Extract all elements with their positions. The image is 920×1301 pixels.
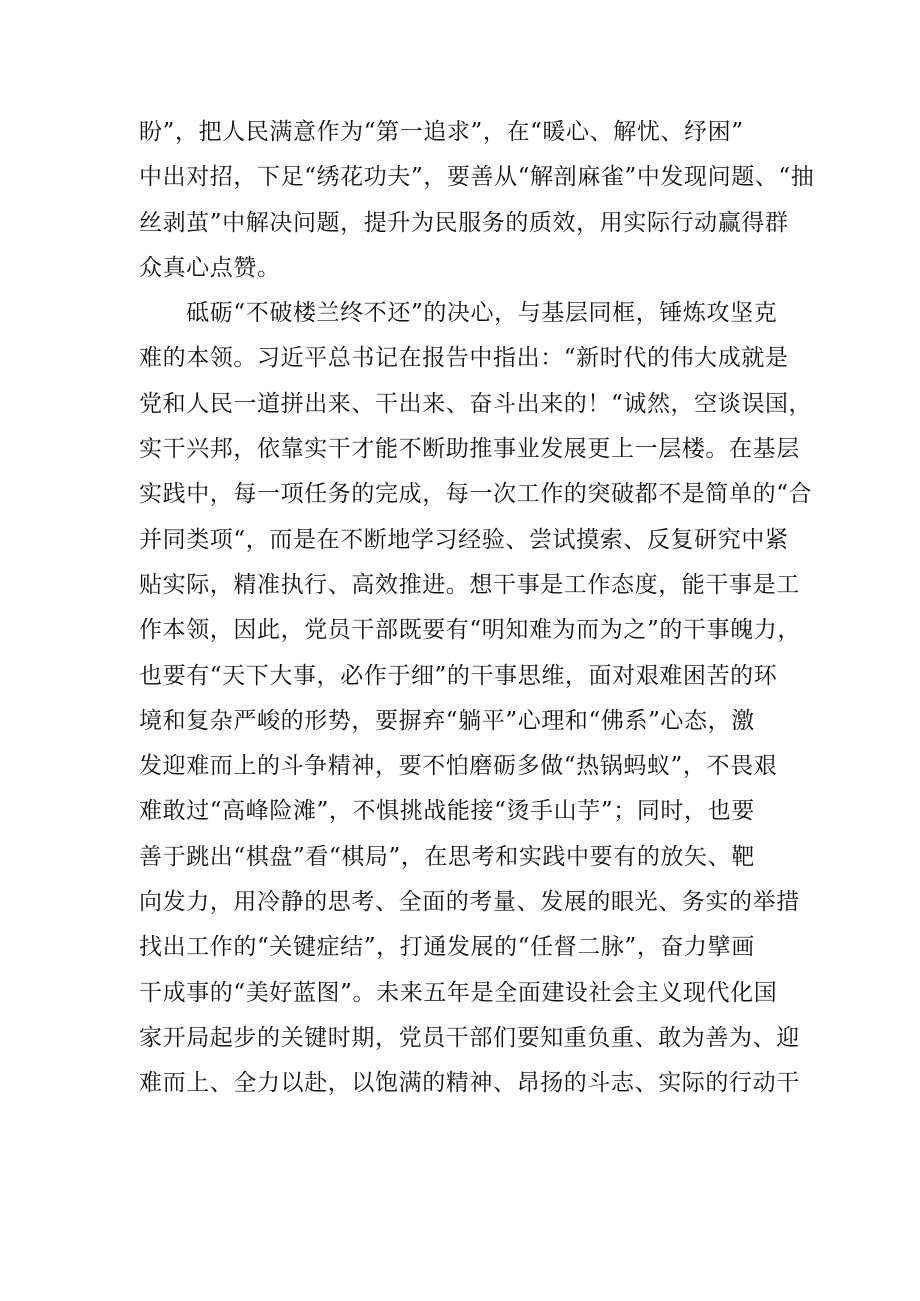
text-line: 也要有“天下大事，必作于细”的干事思维，面对艰难困苦的环: [139, 662, 778, 689]
text-line: 难的本领。习近平总书记在报告中指出：“新时代的伟大成就是: [139, 345, 789, 372]
text-line: 丝剥茧”中解决问题，提升为民服务的质效，用实际行动赢得群: [139, 209, 789, 236]
body-text: [139, 110, 815, 1107]
text-line: 善于跳出“棋盘”看“棋局”，在思考和实践中要有的放矢、靶: [139, 843, 755, 870]
text-line: 中出对招，下足“绣花功夫”，要善从“解剖麻雀”中发现问题、“抽: [139, 164, 815, 191]
text-line: 党和人民一道拼出来、干出来、奋斗出来的！“诚然，空谈误国，: [139, 390, 813, 417]
text-line: 众真心点赞。: [139, 254, 281, 281]
text-line: 盼”，把人民满意作为“第一追求”，在“暖心、解忧、纾困”: [139, 119, 744, 145]
text-line: 砥砺“不破楼兰终不还”的决心，与基层同框，锤炼攻坚克: [139, 300, 778, 327]
text-line: 找出工作的“关键症结”，打通发展的“任督二脉”，奋力擘画: [139, 934, 755, 961]
text-line: 贴实际，精准执行、高效推进。想干事是工作态度，能干事是工: [139, 571, 800, 598]
text-line: 并同类项“，而是在不断地学习经验、尝试摸索、反复研究中紧: [139, 526, 789, 553]
text-line: 作本领，因此，党员干部既要有“明知难为而为之”的干事魄力，: [139, 617, 801, 644]
text-line: 向发力，用冷静的思考、全面的考量、发展的眼光、务实的举措: [139, 889, 800, 916]
text-line: 境和复杂严峻的形势，要摒弃“躺平”心理和“佛系”心态，激: [139, 707, 755, 734]
text-line: 实践中，每一项任务的完成，每一次工作的突破都不是简单的“合: [139, 481, 813, 508]
text-line: 难敢过“高峰险滩”，不惧挑战能接“烫手山芋”；同时，也要: [139, 798, 755, 825]
text-line: 发迎难而上的斗争精神，要不怕磨砺多做“热锅蚂蚁”，不畏艰: [139, 753, 778, 780]
text-line: 实干兴邦，依靠实干才能不断助推事业发展更上一层楼。在基层: [139, 436, 800, 463]
text-line: 家开局起步的关键时期，党员干部们要知重负重、敢为善为、迎: [139, 1024, 800, 1051]
text-line: 干成事的“美好蓝图”。未来五年是全面建设社会主义现代化国: [139, 979, 778, 1006]
text-line: 难而上、全力以赴，以饱满的精神、昂扬的斗志、实际的行动干: [139, 1070, 800, 1097]
